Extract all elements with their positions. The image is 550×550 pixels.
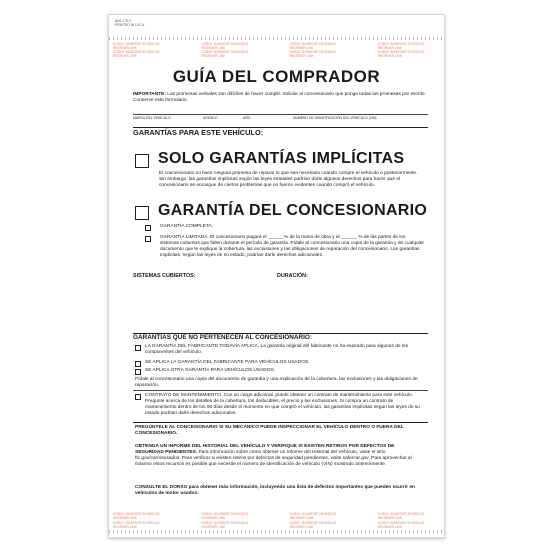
stub-label: DOBLE: BOARDS® SCHEDULE REORDER LINK xyxy=(201,42,248,50)
stub-label: DOBLE: BOARDS® SCHEDULE REORDER LINK xyxy=(113,521,160,529)
non-dealer-header: GARANTÍAS QUE NO PERTENECEN AL CONCESIONARIO: xyxy=(133,334,312,341)
stub-label: DOBLE: BOARDS® SCHEDULE REORDER LINK xyxy=(201,521,248,529)
stub-label: DOBLE: BOARDS® SCHEDULE REORDER LINK xyxy=(289,50,337,58)
see-back-notice: CONSULTE EL DORSO para obtener más información, incluyendo una lista de defectos importantes que pueden ocurrir en vehículos de motor usados. xyxy=(135,485,415,496)
dealer-warranty-checkbox[interactable] xyxy=(135,206,149,220)
inspection-notice: PREGÚNTELE AL CONCESIONARIO SI SU MECÁNICO PUEDE INSPECCIONAR EL VEHÍCULO DENTRO O FUERA DEL CONCESIONARIO. xyxy=(135,425,404,436)
stub-label: DOBLE: BOARDS® SCHEDULE REORDER LINK xyxy=(113,50,160,58)
systems-covered-label: SISTEMAS CUBIERTOS: xyxy=(133,273,196,279)
stub-label: DOBLE: BOARDS® SCHEDULE REORDER LINK xyxy=(113,512,160,520)
field-make[interactable]: MARCA DEL VEHÍCULO xyxy=(133,116,171,120)
vehicle-fields xyxy=(133,114,428,126)
buyers-guide-form xyxy=(108,14,445,538)
top-perforation-strip-2 xyxy=(109,49,444,63)
stub-label: DOBLE: BOARDS® SCHEDULE REORDER LINK xyxy=(289,42,337,50)
full-warranty-checkbox[interactable] xyxy=(145,225,151,231)
service-contract-row: CONTRATO DE MANTENIMIENTO. Con un cargo adicional, puede obtener un contrato de mantenimiento para este vehículo. Pregunte acerca de los detalles de la cobertura, los deducibles, el precio y las exclusiones. Si compra un contrato de mantenimiento dentro de los 90 días desde el momento en que compró el vehículo, las garantías implícitas según las leyes de su estado podrían darle derechos adicionales. xyxy=(135,393,424,417)
stub-label: DOBLE: BOARDS® SCHEDULE REORDER LINK xyxy=(377,50,425,58)
implied-warranties-text: El concesionario no hace ninguna promesa de reparar lo que sea necesario cuando compre el vehículo o posteriormente. Sin embargo, las garantías implícitas según las leyes estatales podrían darle algunos derechos para hacer que el concesionario se encargue de ciertos problemas que no fueron evidentes cuando compró el vehículo. xyxy=(159,171,418,188)
important-notice: IMPORTANTE: Las promesas verbales son difíciles de hacer cumplir. Solicite al concesionario que ponga todas las promesas por escrito. Conserve este formulario. xyxy=(133,92,426,103)
duration-label: DURACIÓN: xyxy=(277,273,308,279)
manufacturer-warranty-checkbox[interactable] xyxy=(135,345,141,351)
service-contract-checkbox[interactable] xyxy=(135,394,141,400)
stub-label: DOBLE: BOARDS® SCHEDULE REORDER LINK xyxy=(201,512,248,520)
full-warranty-row: GARANTÍA COMPLETA. xyxy=(145,224,424,231)
vehicle-history-notice: OBTENGA UN INFORME DEL HISTORIAL DEL VEHÍCULO Y VERIFIQUE SI EXISTEN RETIROS POR DEFECTOS DE SEGURIDAD PENDIENTES. Para información sobre cómo obtener un Informe del Historial del Vehículo, visite el sitio ftc.gov/carrosusados. Para verificar si existen retiros por defectos de seguridad pendientes, visite safercar.gov. Para aprovechar al máximo estos recursos es posible que necesite el número de identificación de vehículo (VIN) mostrado anteriormente. xyxy=(135,444,412,467)
form-title: GUÍA DEL COMPRADOR xyxy=(172,67,381,86)
stub-label: DOBLE: BOARDS® SCHEDULE REORDER LINK xyxy=(377,42,425,50)
dealer-warranty-title: GARANTÍA DEL CONCESIONARIO xyxy=(158,202,428,219)
bottom-perforation-strip-2 xyxy=(109,521,444,535)
stub-label: DOBLE: BOARDS® SCHEDULE REORDER LINK xyxy=(377,521,425,529)
stub-label: DOBLE: BOARDS® SCHEDULE REORDER LINK xyxy=(289,521,337,529)
non-dealer-note: Pídale al concesionario una copia del documento de garantía y una explicación de la cobertura, las exclusiones y las obligaciones de reparación. xyxy=(135,377,418,388)
perforation-ticks xyxy=(109,530,444,533)
limited-warranty-row: GARANTÍA LIMITADA. El concesionario pagará el ______% de la mano de obra y el ______ % de las partes de los sistemas cubiertos que fallen durante el período de garantía. Pídale al concesionario una copia de la garantía y de cualquier documento que le explique la cobertura, las exclusiones y las obligaciones de reparación del concesionario. Las garantías implícitas, según las leyes de su estado, podrían darle derechos adicionales. xyxy=(145,235,424,259)
as-is-checkbox[interactable] xyxy=(135,154,149,168)
non-dealer-item: SE APLICA OTRA GARANTÍA PARA VEHÍCULOS USADOS. xyxy=(135,368,424,375)
field-model[interactable]: MODELO xyxy=(203,116,218,120)
stub-label: DOBLE: BOARDS® SCHEDULE REORDER LINK xyxy=(377,512,425,520)
form-code: B00-175-2 PRINTED IN U.S.A. xyxy=(115,19,145,27)
field-year[interactable]: AÑO xyxy=(243,116,251,120)
limited-warranty-checkbox[interactable] xyxy=(145,236,151,242)
stub-label: DOBLE: BOARDS® SCHEDULE REORDER LINK xyxy=(113,42,160,50)
implied-warranties-title: SOLO GARANTÍAS IMPLÍCITAS xyxy=(158,150,405,167)
warranties-header: GARANTÍAS PARA ESTE VEHÍCULO: xyxy=(133,128,264,137)
non-dealer-item: SE APLICA LA GARANTÍA DEL FABRICANTE PARA VEHÍCULOS USADOS. xyxy=(135,360,424,367)
stub-label: DOBLE: BOARDS® SCHEDULE REORDER LINK xyxy=(289,512,337,520)
stub-label: DOBLE: BOARDS® SCHEDULE REORDER LINK xyxy=(201,50,248,58)
non-dealer-item: LA GARANTÍA DEL FABRICANTE TODAVÍA APLICA. La garantía original del fabricante no ha expirado para algunos de los componentes del vehículo. xyxy=(135,344,424,356)
other-used-warranty-checkbox[interactable] xyxy=(135,369,141,375)
manufacturer-used-warranty-checkbox[interactable] xyxy=(135,361,141,367)
perforation-ticks xyxy=(109,37,444,40)
field-vin[interactable]: NÚMERO DE IDENTIFICACIÓN DEL VEHÍCULO (VIN) xyxy=(293,116,377,120)
